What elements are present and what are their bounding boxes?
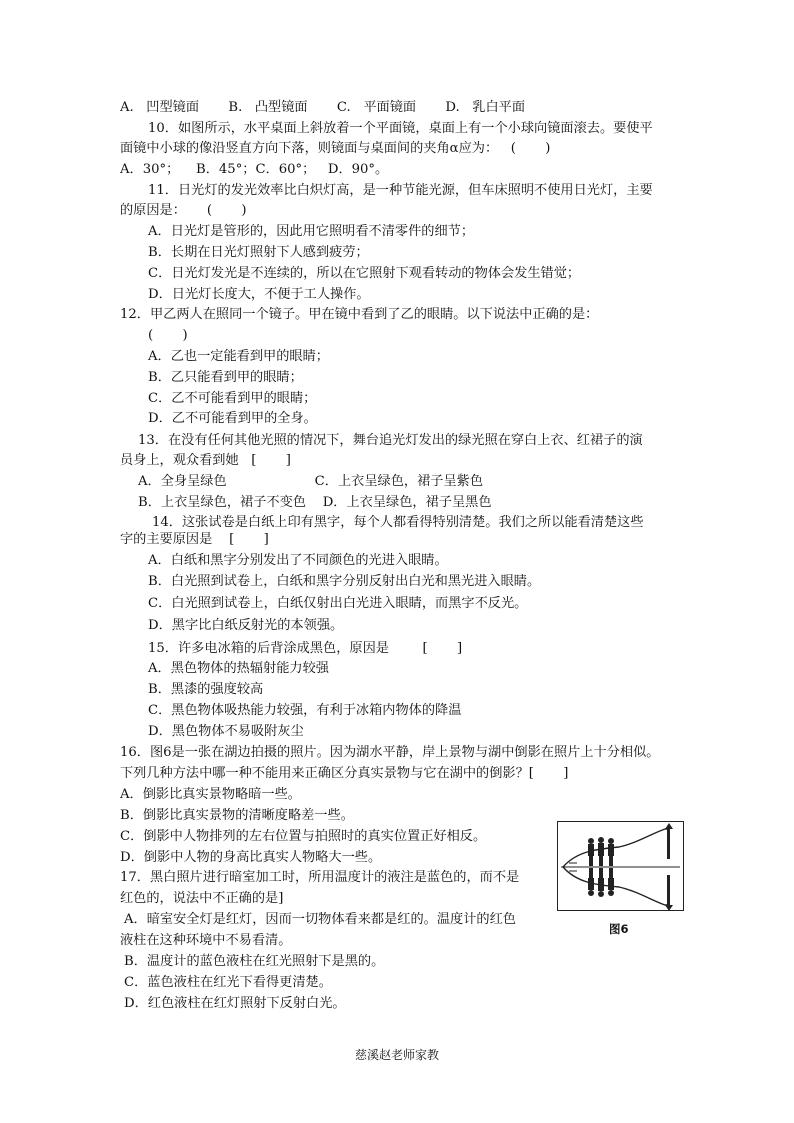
q14-option-b: B．白光照到试卷上，白纸和黑字分别反射出白光和黑光进入眼睛。 <box>148 574 541 589</box>
q16-stem: 16．图6是一张在湖边拍摄的照片。因为湖水平静，岸上景物与湖中倒影在照片上十分相似。 <box>120 745 660 760</box>
q11-stem: 11．日光灯的发光效率比白炽灯高，是一种节能光源，但车床照明不使用日光灯，主要 <box>148 183 653 198</box>
q16-stem-cont: 下列几种方法中哪一种不能用来正确区分真实景物与它在湖中的倒影？[ ] <box>120 766 569 781</box>
q15-stem: 15．许多电冰箱的后背涂成黑色，原因是 [ ] <box>148 641 463 656</box>
q16-option-a: A．倒影比真实景物略暗一些。 <box>120 787 301 802</box>
q17-option-c: C．蓝色液柱在红光下看得更清楚。 <box>124 975 332 990</box>
q17-option-a: A．暗室安全灯是红灯，因而一切物体看来都是红的。温度计的红色 <box>124 912 516 927</box>
q10-stem-cont: 面镜中小球的像沿竖直方向下落，则镜面与桌面间的夹角α应为： ( ) <box>120 141 551 156</box>
q11-option-b: B．长期在日光灯照射下人感到疲劳； <box>148 245 369 260</box>
q10-stem: 10．如图所示，水平桌面上斜放着一个平面镜，桌面上有一个小球向镜面滚去。要使平 <box>148 121 653 136</box>
q9-options: A. 凹型镜面 B. 凸型镜面 C. 平面镜面 D. 乳白平面 <box>120 100 526 115</box>
q14-stem-cont: 字的主要原因是 [ ] <box>120 532 269 547</box>
q12-stem: 12．甲乙两人在照同一个镜子。甲在镜中看到了乙的眼睛。以下说法中正确的是： <box>120 307 599 322</box>
q15-option-d: D．黑色物体不易吸附灰尘 <box>148 724 304 739</box>
q16-option-b: B．倒影比真实景物的清晰度略差一些。 <box>120 808 354 823</box>
figure-caption: 图6 <box>609 922 629 936</box>
footer-text: 慈溪赵老师家教 <box>354 1048 439 1062</box>
lake-photo-figure <box>557 821 684 911</box>
q12-option-d: D．乙不可能看到甲的全身。 <box>148 411 317 426</box>
q11-option-d: D．日光灯长度大，不便于工人操作。 <box>148 287 370 302</box>
q14-stem: 14．这张试卷是白纸上印有黑字，每个人都看得特别清楚。我们之所以能看清楚这些 <box>152 515 644 530</box>
q14-option-c: C．白光照到试卷上，白纸仅射出白光进入眼睛，而黑字不反光。 <box>148 596 528 611</box>
q11-stem-cont: 的原因是： ( ) <box>120 203 247 218</box>
q11-option-c: C．日光灯发光是不连续的，所以在它照射下观看转动的物体会发生错觉； <box>148 266 581 281</box>
q12-option-b: B．乙只能看到甲的眼睛； <box>148 370 303 385</box>
q11-option-a: A．日光灯是管形的，因此用它照明看不清零件的细节； <box>148 224 475 239</box>
q17-option-b: B．温度计的蓝色液柱在红光照射下是黑的。 <box>124 954 385 969</box>
q13-stem-cont: 员身上，观众看到她 [ ] <box>120 453 291 468</box>
q13-stem: 13．在没有任何其他光照的情况下，舞台追光灯发出的绿光照在穿白上衣、红裙子的演 <box>138 433 643 448</box>
q14-option-a: A．白纸和黑字分别发出了不同颜色的光进入眼睛。 <box>148 553 448 568</box>
q17-stem-cont: 红色的，说法中不正确的是] <box>120 891 284 906</box>
q15-option-c: C．黑色物体吸热能力较强，有利于冰箱内物体的降温 <box>148 703 462 718</box>
q15-option-b: B．黑漆的强度较高 <box>148 682 264 697</box>
q14-option-d: D．黑字比白纸反射光的本领强。 <box>148 618 344 633</box>
q12-option-c: C．乙不可能看到甲的眼睛； <box>148 391 317 406</box>
q16-option-d: D．倒影中人物的身高比真实人物略大一些。 <box>120 850 382 865</box>
q12-option-a: A．乙也一定能看到甲的眼睛； <box>148 349 329 364</box>
q12-bracket: ( ) <box>148 328 188 343</box>
q17-option-a-cont: 液柱在这种环境中不易看清。 <box>120 933 292 948</box>
q17-stem: 17．黑白照片进行暗室加工时，所用温度计的液注是蓝色的，而不是 <box>120 870 520 885</box>
q16-option-c: C．倒影中人物排列的左右位置与拍照时的真实位置正好相反。 <box>120 829 487 844</box>
q10-options: A．30°； B．45°；C．60°； D．90°。 <box>120 162 389 177</box>
q15-option-a: A．黑色物体的热辐射能力较强 <box>148 661 329 676</box>
q13-options-ac: A．全身呈绿色 C．上衣呈绿色，裙子呈紫色 <box>138 474 484 489</box>
q13-options-bd: B．上衣呈绿色，裙子不变色 D．上衣呈绿色，裙子呈黑色 <box>138 495 492 510</box>
q17-option-d: D．红色液柱在红灯照射下反射白光。 <box>124 996 346 1011</box>
